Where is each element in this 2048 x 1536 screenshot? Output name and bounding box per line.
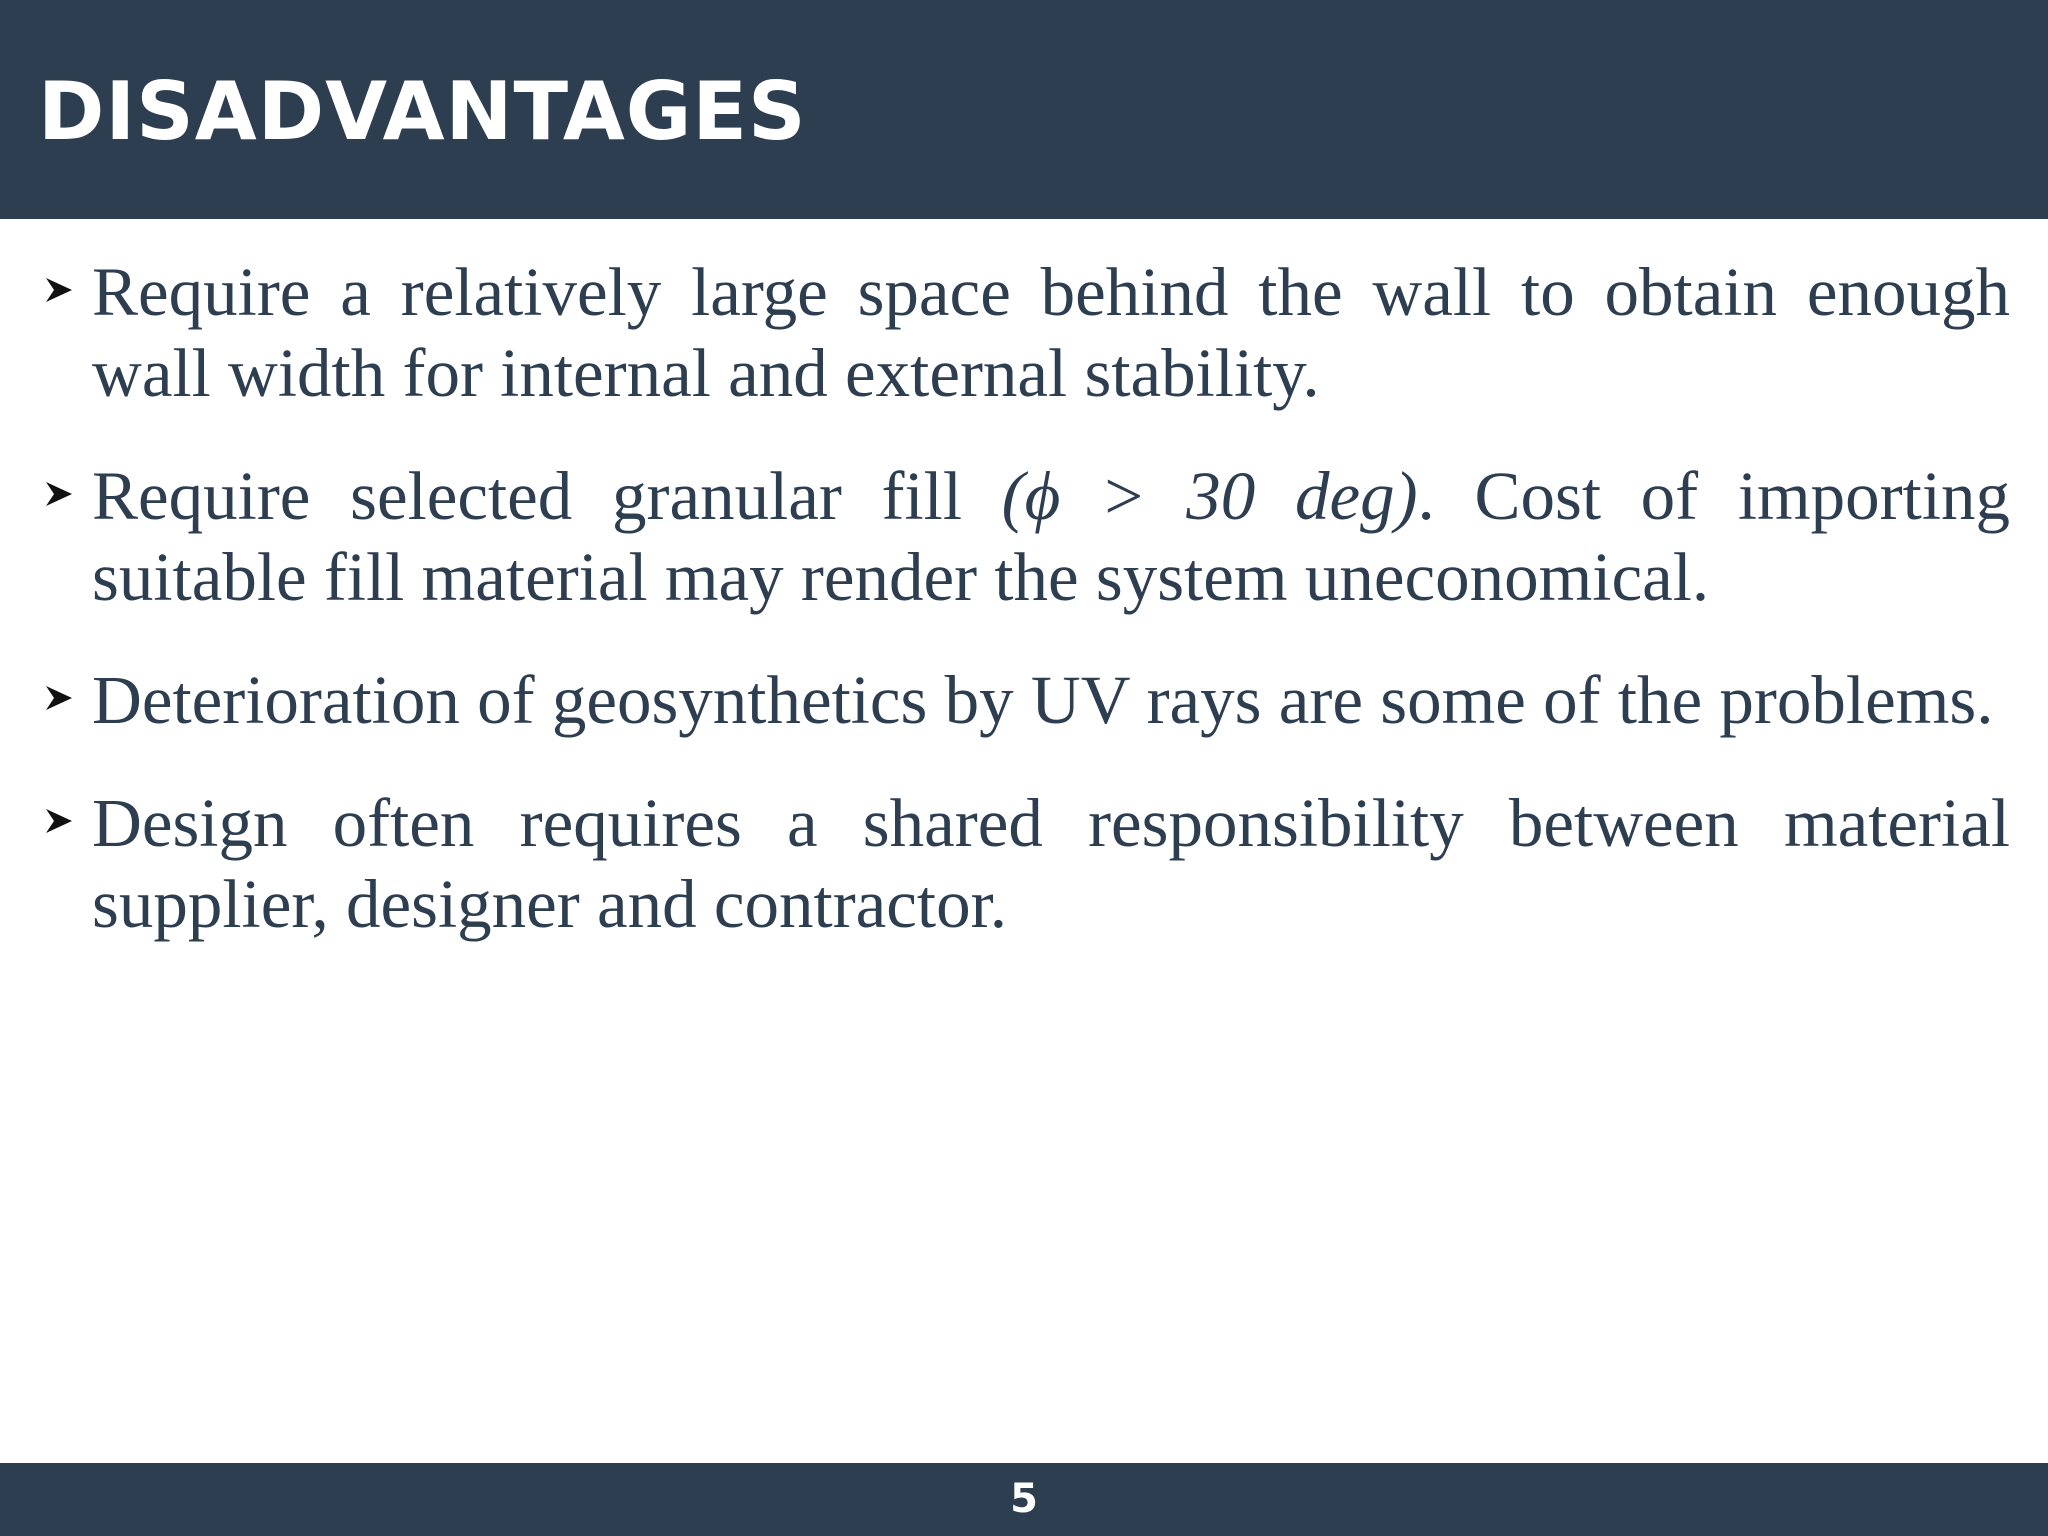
arrowhead-bullet-icon bbox=[40, 803, 76, 839]
bullet-item bbox=[40, 660, 2010, 741]
bullet-text: Design often requires a shared responsibility between material supplier, designer and contractor. bbox=[92, 785, 2010, 942]
slide-title: DISADVANTAGES bbox=[38, 65, 807, 158]
bullet-item bbox=[40, 783, 2010, 945]
bullet-list bbox=[40, 252, 2010, 987]
bullet-item bbox=[40, 252, 2010, 414]
footer-bar bbox=[0, 1463, 2048, 1536]
arrowhead-bullet-icon bbox=[40, 476, 76, 512]
bullet-text: Deterioration of geosynthetics by UV rays are some of the problems. bbox=[92, 662, 1994, 738]
bullet-text: Require a relatively large space behind the wall to obtain enough wall width for internal and external stability. bbox=[92, 254, 2010, 411]
header-banner bbox=[0, 0, 2048, 219]
bullet-text-italic: (ϕ > 30 deg) bbox=[1001, 458, 1418, 534]
page-number: 5 bbox=[1010, 1476, 1038, 1522]
arrowhead-bullet-icon bbox=[40, 272, 76, 308]
bullet-text: Require selected granular fill bbox=[92, 458, 1002, 534]
bullet-item bbox=[40, 456, 2010, 618]
bullet-text: . Cost of importing suitable fill material may render the system uneconomical. bbox=[92, 458, 2010, 615]
arrowhead-bullet-icon bbox=[40, 680, 76, 716]
